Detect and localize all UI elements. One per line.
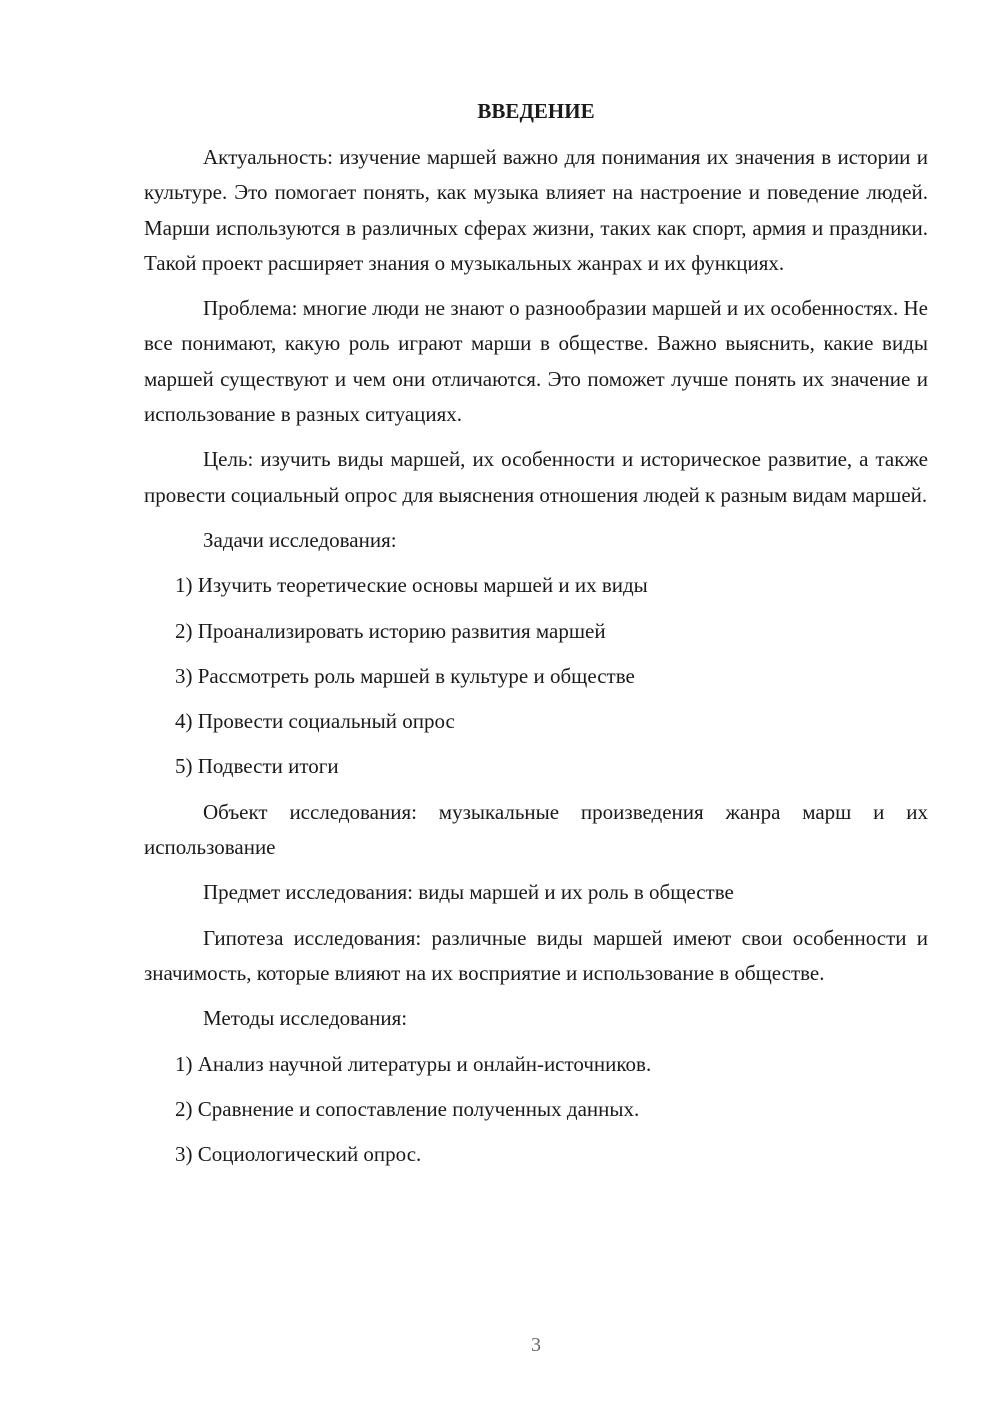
method-item: 3) Социологический опрос. — [175, 1142, 422, 1167]
hypothesis-paragraph: Гипотеза исследования: различные виды маршей имеют свои особенности и значимость, которые влияют на их восприятие и использование в обществе. — [144, 925, 928, 985]
task-item: 1) Изучить теоретические основы маршей и их виды — [175, 573, 648, 598]
method-item: 1) Анализ научной литературы и онлайн-источников. — [175, 1051, 652, 1076]
tasks-list — [144, 568, 928, 784]
page-number: 3 — [531, 1334, 541, 1356]
subject-paragraph: Предмет исследования: виды маршей и их роль в обществе — [203, 880, 734, 905]
tasks-title: Задачи исследования: — [203, 527, 397, 552]
problem-paragraph: Проблема: многие люди не знают о разнообразии маршей и их особенностях. Не все понимают, какую роль играют марши в обществе. Важно выяснить, какие виды маршей существуют и чем они отличаются. Это поможет лучше понять их значение и использование в разных ситуациях. — [144, 296, 928, 427]
relevance-paragraph: Актуальность: изучение маршей важно для понимания их значения в истории и культуре. Это помогает понять, как музыка влияет на настроение и поведение людей. Марши используются в различных сферах жизни, таких как спорт, армия и праздники. Такой проект расширяет знания о музыкальных жанрах и их функциях. — [144, 145, 928, 275]
object-paragraph: Объект исследования: музыкальные произведения жанра марш и их использование — [144, 799, 928, 860]
methods-list — [144, 1047, 928, 1173]
page-content — [144, 96, 928, 1182]
goal-paragraph: Цель: изучить виды маршей, их особенности и историческое развитие, а также провести социальный опрос для выяснения отношения людей к разным видам маршей. — [144, 447, 928, 507]
method-item: 2) Сравнение и сопоставление полученных данных. — [175, 1096, 640, 1121]
task-item: 4) Провести социальный опрос — [175, 709, 455, 734]
task-item: 5) Подвести итоги — [175, 754, 339, 779]
section-heading: ВВЕДЕНИЕ — [477, 99, 595, 123]
task-item: 3) Рассмотреть роль маршей в культуре и обществе — [175, 663, 635, 688]
task-item: 2) Проанализировать историю развития маршей — [175, 618, 606, 643]
methods-title: Методы исследования: — [203, 1006, 408, 1031]
